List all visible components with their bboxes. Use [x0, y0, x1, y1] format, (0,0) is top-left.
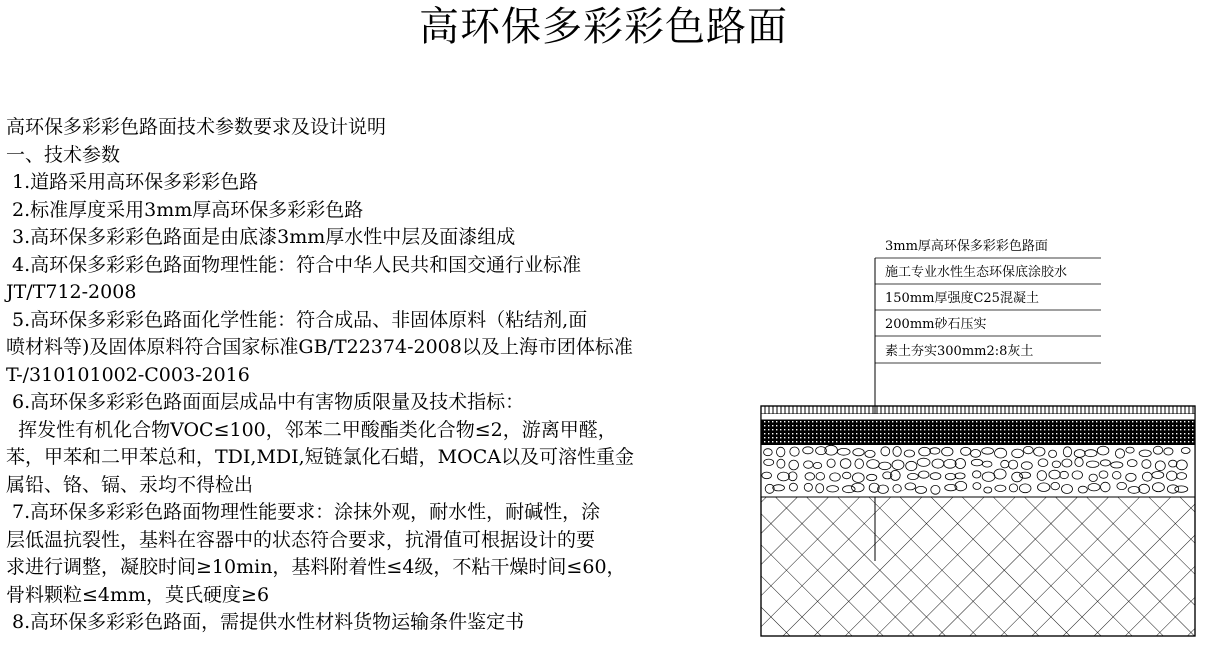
spec-line: 1.道路采用高环保多彩彩色路	[6, 171, 259, 193]
spec-line: 8.高环保多彩彩色路面，需提供水性材料货物运输条件鉴定书	[6, 611, 525, 633]
spec-line: 2.标准厚度采用3mm厚高环保多彩彩色路	[6, 198, 364, 221]
layer-label: 施工专业水性生态环保底涂胶水	[885, 265, 1068, 280]
primer-layer	[761, 414, 1195, 420]
concrete-layer	[761, 420, 1195, 445]
pavement-section-diagram	[755, 228, 1205, 648]
spec-heading: 高环保多彩彩色路面技术参数要求及设计说明	[6, 116, 387, 138]
spec-line: 骨料颗粒≤4mm，莫氏硬度≥6	[6, 583, 270, 606]
spec-line: 6.高环保多彩彩色路面面层成品中有害物质限量及技术指标：	[6, 391, 525, 413]
spec-line: T-/310101002-C003-2016	[6, 363, 250, 386]
layer-label: 200mm砂石压实	[885, 317, 987, 332]
spec-line: 层低温抗裂性，基料在容器中的状态符合要求，抗滑值可根据设计的要	[6, 528, 596, 551]
spec-line: 喷材料等)及固体原料符合国家标准GB/T22374-2008以及上海市团体标准	[6, 336, 633, 358]
spec-line: 属铅、铬、镉、汞均不得检出	[6, 473, 254, 496]
spec-line: 3.高环保多彩彩色路面是由底漆3mm厚水性中层及面漆组成	[6, 226, 516, 248]
spec-line: 求进行调整，凝胶时间≥10min，基料附着性≤4级，不粘干燥时间≤60，	[6, 556, 626, 578]
spec-line: JT/T712-2008	[6, 281, 137, 303]
layer-label: 3mm厚高环保多彩彩色路面	[885, 239, 1048, 254]
spec-section-heading: 一、技术参数	[6, 143, 121, 166]
surface-coating-layer	[761, 406, 1195, 414]
layer-label: 150mm厚强度C25混凝土	[885, 291, 1039, 306]
spec-line: 5.高环保多彩彩色路面化学性能：符合成品、非固体原料（粘结剂,面	[6, 308, 588, 331]
spec-text	[6, 114, 696, 637]
spec-line: 4.高环保多彩彩色路面物理性能：符合中华人民共和国交通行业标准	[6, 253, 582, 276]
spec-line: 苯，甲苯和二甲苯总和，TDI,MDI,短链氯化石蜡，MOCA以及可溶性重金	[6, 446, 634, 468]
spec-line: 挥发性有机化合物VOC≤100，邻苯二甲酸酯类化合物≤2，游离甲醛，	[6, 418, 617, 441]
spec-line: 7.高环保多彩彩色路面物理性能要求：涂抹外观，耐水性，耐碱性，涂	[6, 501, 601, 523]
layer-label: 素土夯实300mm2:8灰土	[885, 344, 1034, 359]
page-title: 高环保多彩彩色路面	[419, 4, 788, 50]
